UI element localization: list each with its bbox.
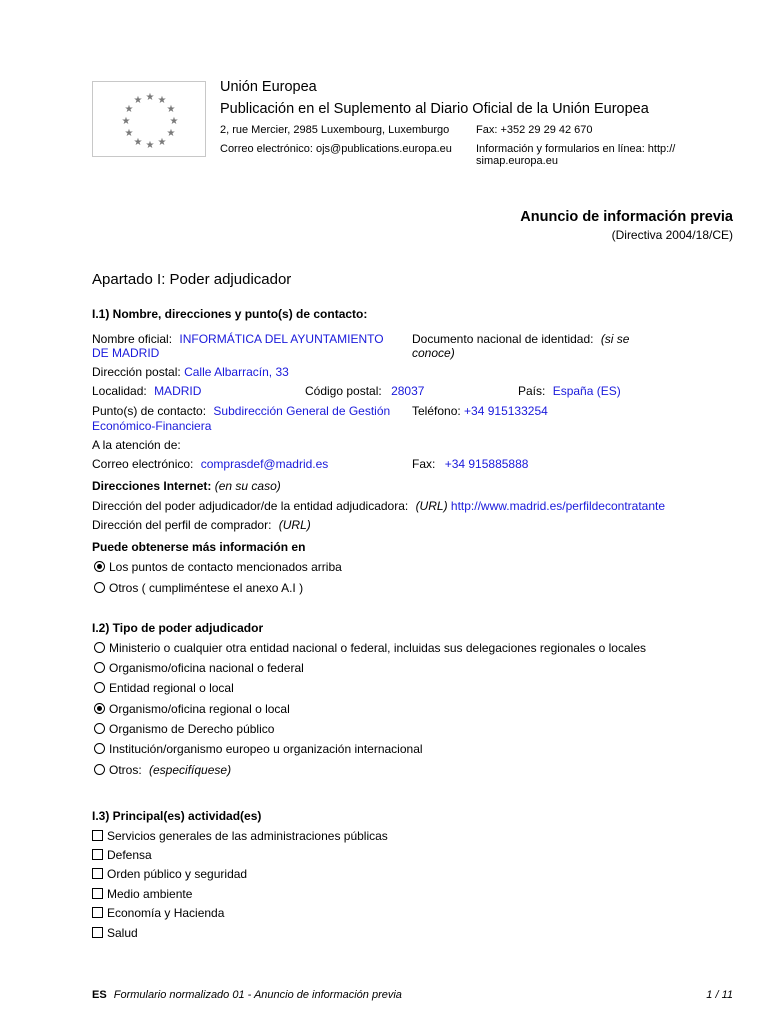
i2-option-label: Organismo/oficina nacional o federal <box>109 661 304 675</box>
svg-text:★: ★ <box>145 140 155 151</box>
info-option-contact[interactable] <box>94 560 342 574</box>
i2-option-label: Entidad regional o local <box>109 681 234 695</box>
notice-title: Anuncio de información previa <box>520 209 733 225</box>
i2-option-hint: (especifíquese) <box>149 763 232 777</box>
i2-option-organismo-nacional[interactable] <box>94 661 304 675</box>
cp-label: Código postal: <box>305 384 382 398</box>
perfil-row <box>92 518 311 532</box>
i3-option-salud[interactable] <box>92 926 138 940</box>
radio-selected-icon[interactable] <box>94 561 105 572</box>
i3-option-servicios[interactable] <box>92 829 388 843</box>
telefono-row <box>412 404 548 418</box>
i3-option-economia[interactable] <box>92 906 224 920</box>
i3-title: I.3) Principal(es) actividad(es) <box>92 809 262 823</box>
poder-value[interactable]: http://www.madrid.es/perfildecontratante <box>450 499 666 513</box>
header-address: 2, rue Mercier, 2985 Luxembourg, Luxemburgo <box>220 124 450 136</box>
checkbox-icon[interactable] <box>92 868 103 879</box>
nombre-value-2: DE MADRID <box>92 346 160 360</box>
svg-text:★: ★ <box>145 92 155 103</box>
notice-directive: (Directiva 2004/18/CE) <box>611 228 733 242</box>
i2-option-derecho-publico[interactable] <box>94 722 274 736</box>
i2-option-entidad-regional[interactable] <box>94 681 234 695</box>
poder-hint: (URL) <box>415 499 448 513</box>
info-title: Puede obtenerse más información en <box>92 540 306 554</box>
pais-label: País: <box>518 384 546 398</box>
svg-text:★: ★ <box>166 104 176 115</box>
footer-form: Formulario normalizado 01 - Anuncio de información previa <box>113 989 402 1001</box>
telefono-label: Teléfono: <box>412 404 461 418</box>
radio-icon[interactable] <box>94 743 105 754</box>
direccion-label: Dirección postal: <box>92 365 181 379</box>
doc-hint-2: conoce) <box>412 346 455 360</box>
telefono-value: +34 915133254 <box>464 404 548 418</box>
internet-label: Direcciones Internet: <box>92 479 212 493</box>
checkbox-icon[interactable] <box>92 927 103 938</box>
i2-option-label: Organismo/oficina regional o local <box>109 702 290 716</box>
footer-lang: ES <box>92 989 107 1001</box>
svg-text:★: ★ <box>157 95 167 106</box>
section-title: Apartado I: Poder adjudicador <box>92 271 292 288</box>
internet-hint: (en su caso) <box>214 479 281 493</box>
svg-text:★: ★ <box>133 137 143 148</box>
contacto-label: Punto(s) de contacto: <box>92 404 207 418</box>
i3-option-orden-publico[interactable] <box>92 867 247 881</box>
info-option-label: Otros ( cumpliméntese el anexo A.I ) <box>109 581 304 595</box>
i2-option-institucion-europea[interactable] <box>94 742 423 756</box>
eu-stars-icon <box>93 82 205 156</box>
footer-page: 1 / 11 <box>706 989 733 1001</box>
localidad-label: Localidad: <box>92 384 147 398</box>
internet-row <box>92 479 281 493</box>
pais-row <box>518 384 621 398</box>
svg-text:★: ★ <box>133 95 143 106</box>
svg-text:★: ★ <box>124 104 134 115</box>
contacto-value-2: Económico-Financiera <box>92 419 212 433</box>
i3-option-label: Economía y Hacienda <box>107 906 225 920</box>
poder-row <box>92 499 665 513</box>
header-online-1: Información y formularios en línea: http:// <box>476 143 676 155</box>
doc-row <box>412 332 629 346</box>
radio-icon[interactable] <box>94 582 105 593</box>
svg-text:★: ★ <box>169 116 179 127</box>
doc-label: Documento nacional de identidad: <box>412 332 594 346</box>
correo-label: Correo electrónico: <box>92 457 194 471</box>
info-option-label: Los puntos de contacto mencionados arriba <box>109 560 342 574</box>
header-publication: Publicación en el Suplemento al Diario Oficial de la Unión Europea <box>220 101 649 117</box>
svg-text:★: ★ <box>124 128 134 139</box>
fax-label: Fax: <box>412 457 436 471</box>
fax-value: +34 915885888 <box>444 457 529 471</box>
checkbox-icon[interactable] <box>92 830 103 841</box>
radio-icon[interactable] <box>94 682 105 693</box>
radio-icon[interactable] <box>94 723 105 734</box>
svg-text:★: ★ <box>166 128 176 139</box>
header-email: Correo electrónico: ojs@publications.europa.eu <box>220 143 452 155</box>
i3-option-label: Servicios generales de las administraciones públicas <box>107 829 388 843</box>
perfil-label: Dirección del perfil de comprador: <box>92 518 272 532</box>
i2-option-label: Ministerio o cualquier otra entidad nacional o federal, incluidas sus delegaciones regionales o locales <box>109 641 646 655</box>
footer <box>92 989 402 1001</box>
correo-value: comprasdef@madrid.es <box>200 457 329 471</box>
radio-icon[interactable] <box>94 662 105 673</box>
nombre-value: INFORMÁTICA DEL AYUNTAMIENTO <box>179 332 384 346</box>
i2-option-label: Organismo de Derecho público <box>109 722 275 736</box>
correo-row <box>92 457 328 471</box>
localidad-value: MADRID <box>154 384 202 398</box>
direccion-value: Calle Albarracín, 33 <box>184 365 289 379</box>
i3-option-defensa[interactable] <box>92 848 152 862</box>
localidad-row <box>92 384 201 398</box>
i2-title: I.2) Tipo de poder adjudicador <box>92 621 264 635</box>
perfil-hint: (URL) <box>278 518 311 532</box>
i2-option-label: Institución/organismo europeo u organización internacional <box>109 742 423 756</box>
contacto-value: Subdirección General de Gestión <box>213 404 391 418</box>
checkbox-icon[interactable] <box>92 907 103 918</box>
checkbox-icon[interactable] <box>92 888 103 899</box>
radio-icon[interactable] <box>94 764 105 775</box>
svg-text:★: ★ <box>121 116 131 127</box>
i1-title: I.1) Nombre, direcciones y punto(s) de contacto: <box>92 307 368 321</box>
cp-row <box>305 384 424 398</box>
nombre-label: Nombre oficial: <box>92 332 173 346</box>
i2-option-label: Otros: <box>109 763 142 777</box>
i3-option-medio-ambiente[interactable] <box>92 887 192 901</box>
info-option-otros[interactable] <box>94 581 303 595</box>
atencion-label: A la atención de: <box>92 438 181 452</box>
header-fax: Fax: +352 29 29 42 670 <box>476 124 593 136</box>
i3-option-label: Salud <box>107 926 138 940</box>
i2-option-ministerio[interactable] <box>94 641 646 655</box>
header-online-2: simap.europa.eu <box>476 155 558 167</box>
i2-option-otros[interactable] <box>94 763 231 777</box>
pais-value: España (ES) <box>552 384 621 398</box>
svg-text:★: ★ <box>157 137 167 148</box>
radio-selected-icon[interactable] <box>94 703 105 714</box>
header-org: Unión Europea <box>220 79 317 95</box>
i3-option-label: Orden público y seguridad <box>107 867 248 881</box>
fax-row <box>412 457 528 471</box>
i2-option-organismo-regional[interactable] <box>94 702 290 716</box>
eu-flag-logo <box>92 81 206 157</box>
contacto-row <box>92 404 390 418</box>
i3-option-label: Defensa <box>107 848 152 862</box>
doc-hint: (si se <box>600 332 630 346</box>
radio-icon[interactable] <box>94 642 105 653</box>
i3-option-label: Medio ambiente <box>107 887 193 901</box>
checkbox-icon[interactable] <box>92 849 103 860</box>
poder-label: Dirección del poder adjudicador/de la entidad adjudicadora: <box>92 499 409 513</box>
cp-value: 28037 <box>391 384 425 398</box>
direccion-row <box>92 365 289 379</box>
nombre-row <box>92 332 384 346</box>
